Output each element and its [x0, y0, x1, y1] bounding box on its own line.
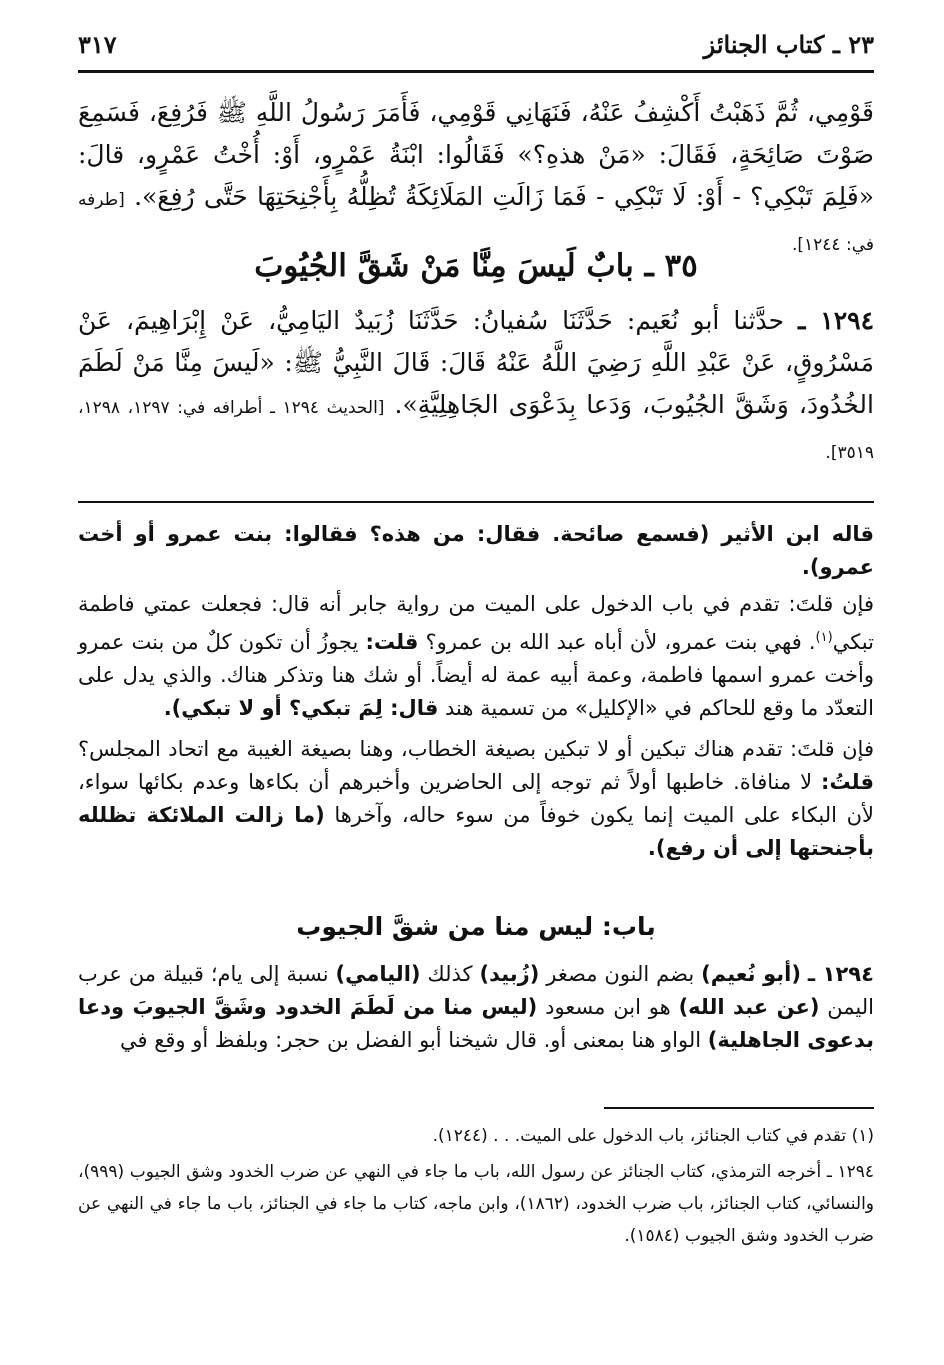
- header-rule: [78, 70, 874, 73]
- footnotes: [78, 1120, 874, 1252]
- bold-quote: (عن عبد الله): [678, 995, 820, 1019]
- chapter-title: ٢٣ ـ كتاب الجنائز: [703, 30, 874, 59]
- running-header: [78, 30, 874, 64]
- cross-reference: [طرفه في: ١٢٤٤].: [78, 190, 874, 255]
- chapter-heading: ٣٥ ـ بابٌ لَيسَ مِنَّا مَنْ شَقَّ الجُيُوبَ: [254, 248, 698, 284]
- bold-quote: (اليامي): [335, 962, 421, 986]
- footnote-marker: (١): [815, 630, 833, 645]
- sub-chapter-heading: باب: ليس منا من شقَّ الجيوب: [296, 912, 656, 941]
- text: تقدم هناك تبكين أو لا تبكين بصيغة الخطاب، وهنا بصيغة الغيبة مع اتحاد المجلس؟: [78, 737, 783, 761]
- footnote-2: ١٢٩٤ ـ أخرجه الترمذي، كتاب الجنائز عن رسول الله، باب ما جاء في النهي عن ضرب الخدود وشق الجيوب (٩٩٩)، والنسائي، كتاب الجنائز، باب ضرب الخدود، (١٨٦٢)، وابن ماجه، كتاب ما جاء في الجنائز، باب ما جاء في النهي عن ضرب الخدود وشق الجيوب (١٥٨٤).: [78, 1162, 874, 1246]
- bold-quote: (ما زالت الملائكة تظلله بأجنحتها إلى أن رفع).: [78, 803, 874, 860]
- text: بضم النون مصغر: [546, 962, 695, 986]
- bold-quote: (زُبيد): [479, 962, 540, 986]
- text: نسبة إلى يام؛ قبيلة من عرب اليمن: [78, 962, 874, 1019]
- answer-lead: قلتُ:: [821, 770, 874, 794]
- section-divider: [78, 501, 874, 503]
- text: لا منافاة. خاطبها أولاً ثم توجه إلى الحاضرين وأخبرهم أن بكاءها وعدم بكائها سواء، لأن البكاء على الميت إنما يكون خوفاً من سوء حاله، وآخرها: [78, 770, 874, 827]
- commentary-paragraph: قاله ابن الأثير (فسمع صائحة. فقال: من هذه؟ فقالوا: بنت عمرو أو أخت عمرو).: [78, 522, 874, 579]
- commentary-paragraph: [78, 733, 874, 865]
- hadith-continuation: [78, 92, 874, 266]
- commentary-1294: [78, 958, 874, 1057]
- commentary-paragraph: [78, 588, 874, 725]
- commentary-paragraph: [78, 958, 874, 1057]
- hadith-text: حدَّثنا أبو نُعَيم: حَدَّثَنَا سُفيانُ: حَدَّثَنَا زُبَيدٌ اليَامِيُّ، عَنْ إِبْرَاهِيمَ، عَنْ مَسْرُوقٍ، عَنْ عَبْدِ اللَّهِ رَضِيَ اللَّهُ عَنْهُ قَالَ: قَالَ النَّبِيُّ ﷺ: «لَيسَ مِنَّا مَنْ لَطَمَ الخُدُودَ، وَشَقَّ الجُيُوبَ، وَدَعا بِدَعْوَى الجَاهِلِيَّةِ».: [78, 306, 874, 419]
- hadith-1294: [78, 300, 874, 474]
- text: كذلك: [427, 962, 473, 986]
- text: . فهي بنت عمرو، لأن أباه عبد الله بن عمرو؟: [425, 630, 816, 654]
- bold-quote: قال: لِمَ تبكي؟ أو لا تبكي).: [163, 696, 439, 720]
- footnote-1: (١) تقدم في كتاب الجنائز، باب الدخول على الميت. . . (١٢٤٤).: [432, 1126, 874, 1146]
- cross-reference: [الحديث ١٢٩٤ ـ أطرافه في: ١٢٩٧، ١٢٩٨، ٣٥١٩].: [78, 398, 874, 463]
- bold-quote: (أبو نُعيم): [701, 962, 801, 986]
- text: تقدم في باب الدخول على الميت من رواية جابر أنه قال: فجعلت عمتي فاطمة تبكي: [78, 592, 874, 654]
- answer-lead: قلت:: [365, 630, 419, 654]
- hadith-number: ١٢٩٤ ـ: [798, 306, 875, 335]
- question-lead: فإن قلتَ:: [790, 737, 874, 761]
- bold-quote: (ليس منا من لَطَمَ الخدود وشَقَّ الجيوبَ ودعا بدعوى الجاهلية): [78, 995, 874, 1052]
- hadith-number: ١٢٩٤ ـ: [807, 962, 874, 986]
- text: يجوزُ أن تكون كلٌ من بنت عمرو وأخت عمرو اسمها فاطمة، وعمة أبيه عمة له أيضاً. أو شك هنا وتذكر هناك. والذي يدل على التعدّد ما وقع للحاكم في «الإكليل» من تسمية هند: [78, 630, 874, 720]
- text: الواو هنا بمعنى أو. قال شيخنا أبو الفضل بن حجر: وبلفظ أو وقع في: [120, 1028, 702, 1052]
- question-lead: فإن قلتَ:: [788, 592, 874, 616]
- footnote-rule: [604, 1107, 874, 1109]
- commentary: [78, 518, 874, 865]
- page-number: ٣١٧: [78, 30, 117, 59]
- hadith-text: قَوْمِي، ثُمَّ ذَهَبْتُ أَكْشِفُ عَنْهُ، فَنَهَانِي قَوْمِي، فَأَمَرَ رَسُولُ اللَّهِ ﷺ فَرُفِعَ، فَسَمِعَ صَوْتَ صَائِحَةٍ، فَقَالَ: «مَنْ هذهِ؟» فَقَالُوا: ابْنَةُ عَمْرٍو، أَوْ: أُخْتُ عَمْرٍو، قالَ: «فَلِمَ تَبْكِي؟ - أَوْ: لَا تَبْكِي - فَمَا زَالَتِ المَلَائِكَةُ تُظِلُّهُ بِأَجْنِحَتِهَا حَتَّى رُفِعَ».: [78, 98, 874, 211]
- text: هو ابن مسعود: [545, 995, 671, 1019]
